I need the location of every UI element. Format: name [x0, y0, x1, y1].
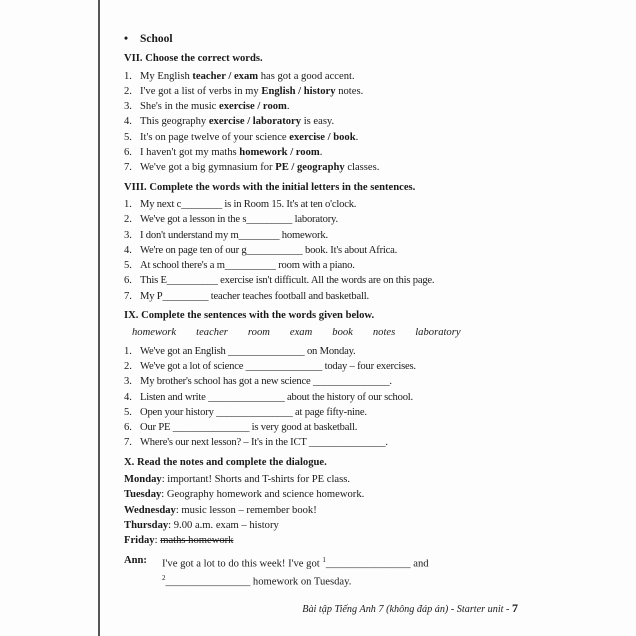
item-text: We've got a lot of science _______________ today – four exercises.	[140, 360, 416, 372]
item-pre: It's on page twelve of your science	[140, 131, 290, 143]
page-number: 7	[512, 601, 518, 615]
item-text	[140, 84, 363, 99]
item-number: 4.	[124, 391, 132, 403]
word-bank-item: homework	[132, 327, 177, 339]
item-pre: She's in the music	[140, 101, 220, 113]
item-number: 1.	[124, 345, 132, 357]
item-post: .	[286, 101, 290, 113]
word-bank-item: book	[332, 327, 353, 339]
school-heading: • School	[124, 32, 524, 47]
section-ix-title: IX. Complete the sentences with the words given below.	[124, 310, 375, 322]
item-number: 3.	[124, 101, 132, 113]
note-text: : music lesson – remember book!	[175, 504, 317, 516]
item-text	[140, 130, 358, 145]
item-text	[140, 145, 322, 160]
dialogue-speaker: Ann:	[124, 554, 147, 566]
word-choice[interactable]: exercise / room	[219, 101, 287, 113]
note-text: : important! Shorts and T-shirts for PE class.	[161, 474, 351, 486]
note-day: Monday	[124, 474, 162, 486]
bullet-icon: •	[124, 33, 129, 45]
item-number: 7.	[124, 290, 132, 302]
blank-1[interactable]: ________________	[325, 558, 411, 570]
word-choice[interactable]: exercise / laboratory	[208, 116, 302, 128]
page-content	[124, 32, 524, 590]
list-item	[124, 243, 524, 258]
item-number: 2.	[124, 85, 132, 97]
item-number: 2.	[124, 360, 132, 372]
list-item	[124, 99, 524, 114]
word-bank-item: laboratory	[415, 327, 461, 339]
section-x-title: X. Read the notes and complete the dialogue.	[124, 456, 327, 468]
item-number: 5.	[124, 131, 132, 143]
item-text	[140, 99, 290, 114]
list-item	[124, 228, 524, 243]
list-item	[124, 420, 524, 435]
item-text	[140, 114, 334, 129]
item-text: My brother's school has got a new science _______________.	[140, 376, 392, 388]
list-item	[124, 289, 524, 304]
word-choice[interactable]: exercise / book	[289, 131, 356, 143]
item-number: 5.	[124, 406, 132, 418]
item-text: I don't understand my m________ homework.	[140, 229, 328, 241]
word-choice[interactable]: homework / room	[239, 147, 320, 159]
list-item	[124, 435, 524, 450]
item-number: 3.	[124, 376, 132, 388]
list-item	[124, 390, 524, 405]
word-choice[interactable]: PE / geography	[275, 162, 345, 174]
note-day: Tuesday	[124, 489, 162, 501]
item-text: We're on page ten of our g___________ book. It's about Africa.	[140, 244, 398, 256]
word-choice[interactable]: teacher / exam	[192, 70, 259, 82]
list-item	[124, 197, 524, 212]
list-item	[124, 69, 524, 84]
section-vii-title: VII. Choose the correct words.	[124, 53, 263, 65]
list-item	[124, 359, 524, 374]
word-choice[interactable]: English / history	[261, 85, 336, 97]
item-number: 4.	[124, 244, 132, 256]
item-post: notes.	[335, 85, 364, 97]
note-text: : 9.00 a.m. exam – history	[168, 519, 279, 531]
list-item	[124, 212, 524, 227]
list-item	[124, 130, 524, 145]
page-footer: Bài tập Tiếng Anh 7 (không đáp án) - Starter unit - 7	[302, 601, 518, 615]
blank-2[interactable]: ________________	[165, 576, 251, 588]
item-pre: My English	[140, 70, 193, 82]
item-number: 7.	[124, 162, 132, 174]
item-number: 1.	[124, 70, 132, 82]
section-vii-list	[124, 69, 524, 176]
item-number: 1.	[124, 198, 132, 210]
dialogue-text: I've got a lot to do this week! I've got $^1$________________ and $^2$________________ homework on Tuesday.	[162, 555, 429, 588]
list-item	[124, 84, 524, 99]
item-text	[140, 69, 355, 84]
item-text: This E__________ exercise isn't difficult. All the words are on this page.	[140, 275, 435, 287]
item-number: 4.	[124, 116, 132, 128]
list-item	[124, 374, 524, 389]
item-post: is easy.	[301, 116, 335, 128]
item-number: 6.	[124, 147, 132, 159]
word-bank-item: teacher	[196, 327, 228, 339]
dialogue	[124, 553, 524, 591]
item-post: .	[319, 147, 323, 159]
word-bank-item: room	[247, 327, 270, 339]
item-number: 5.	[124, 260, 132, 272]
item-number: 2.	[124, 214, 132, 226]
word-bank-item: exam	[289, 327, 313, 339]
item-number: 6.	[124, 422, 132, 434]
note-line	[124, 472, 524, 487]
item-text: We've got a lesson in the s_________ laboratory.	[140, 214, 338, 226]
item-text: Where's our next lesson? – It's in the ICT _______________.	[140, 437, 388, 449]
item-text: At school there's a m__________ room with a piano.	[140, 260, 355, 272]
list-item	[124, 344, 524, 359]
item-text: My next c________ is in Room 15. It's at ten o'clock.	[140, 198, 357, 210]
list-item	[124, 145, 524, 160]
item-text	[140, 160, 379, 175]
section-viii-title: VIII. Complete the words with the initial letters in the sentences.	[124, 181, 416, 193]
struck-note: maths homework	[160, 535, 234, 547]
note-friday: Friday: maths homework	[124, 535, 234, 547]
item-post: classes.	[344, 162, 380, 174]
item-number: 7.	[124, 437, 132, 449]
item-text: My P_________ teacher teaches football and basketball.	[140, 290, 369, 302]
list-item	[124, 160, 524, 175]
margin-rule	[98, 0, 100, 636]
item-pre: This geography	[140, 116, 209, 128]
note-day: Thursday	[124, 519, 169, 531]
note-line	[124, 518, 524, 533]
item-pre: We've got a big gymnasium for	[140, 162, 276, 174]
item-text: Open your history _______________ at page fifty-nine.	[140, 406, 367, 418]
note-text: : Geography homework and science homework.	[161, 489, 365, 501]
word-bank	[132, 325, 524, 340]
note-line	[124, 503, 524, 518]
item-number: 3.	[124, 229, 132, 241]
list-item	[124, 258, 524, 273]
item-pre: I've got a list of verbs in my	[140, 85, 262, 97]
section-ix-list	[124, 344, 524, 451]
list-item	[124, 273, 524, 288]
item-text: We've got an English _______________ on Monday.	[140, 345, 356, 357]
item-post: has got a good accent.	[258, 70, 355, 82]
notes-list	[124, 472, 524, 533]
list-item	[124, 405, 524, 420]
section-viii-list	[124, 197, 524, 304]
word-bank-item: notes	[372, 327, 396, 339]
item-post: .	[355, 131, 359, 143]
note-day: Wednesday	[124, 504, 176, 516]
note-line	[124, 487, 524, 502]
item-pre: I haven't got my maths	[140, 147, 240, 159]
list-item	[124, 114, 524, 129]
item-text: Our PE _______________ is very good at basketball.	[140, 422, 358, 434]
item-number: 6.	[124, 275, 132, 287]
item-text: Listen and write _______________ about the history of our school.	[140, 391, 413, 403]
